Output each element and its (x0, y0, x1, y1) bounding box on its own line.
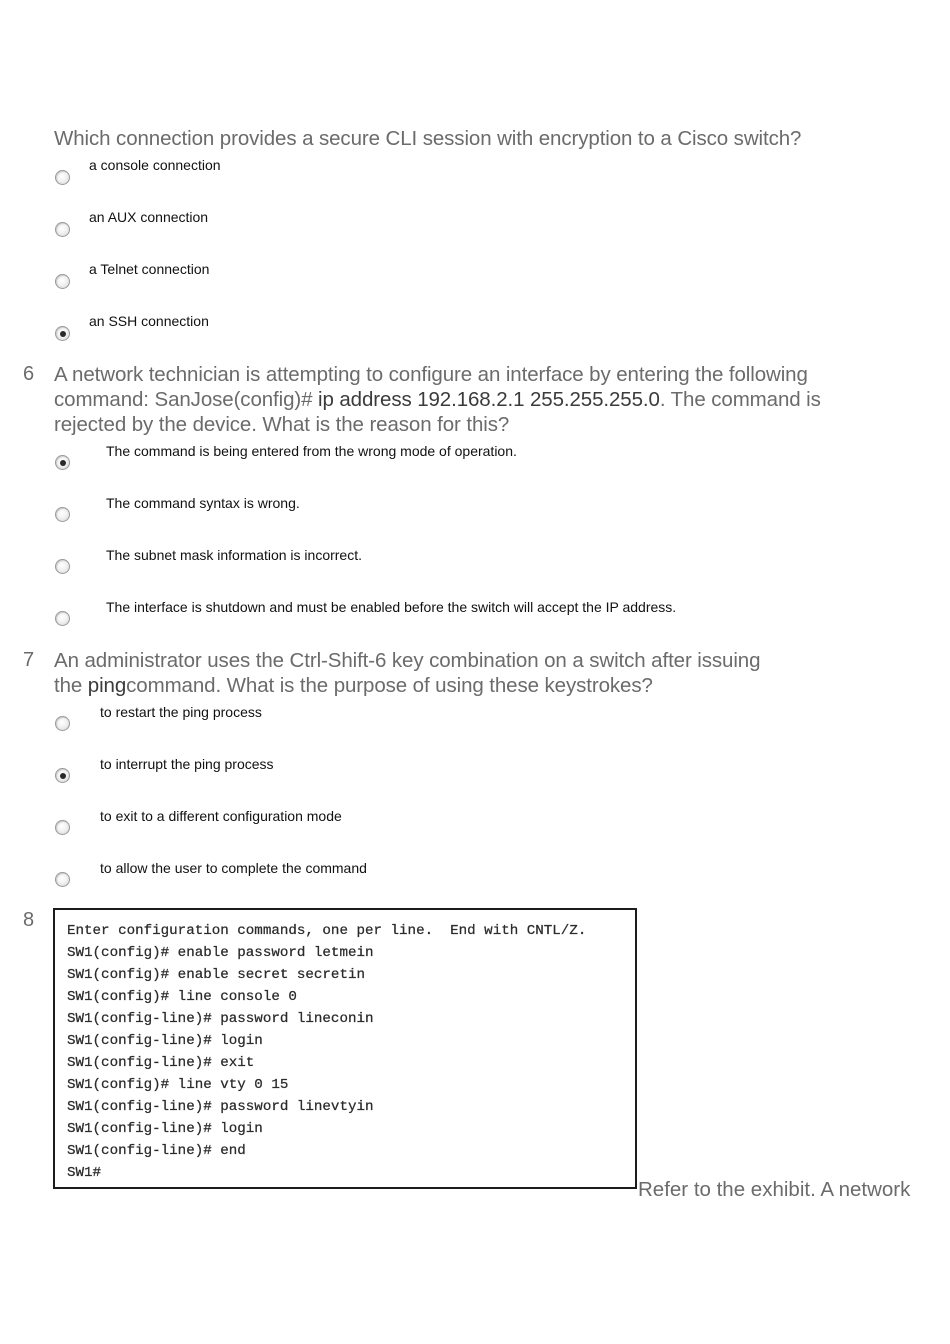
exhibit-line: SW1(config)# enable password letmein (67, 945, 374, 961)
q7-option-1-label: to restart the ping process (100, 704, 262, 720)
q5-option-2-radio[interactable] (55, 222, 70, 237)
exhibit-terminal (53, 908, 637, 1189)
q7-option-1-radio[interactable] (55, 716, 70, 731)
question-5-text: Which connection provides a secure CLI session with encryption to a Cisco switch? (54, 127, 802, 150)
q5-option-3-label: a Telnet connection (89, 261, 210, 277)
question-6-line-1: A network technician is attempting to configure an interface by entering the following (54, 363, 808, 386)
q5-option-4-label: an SSH connection (89, 313, 209, 329)
q5-option-1-label: a console connection (89, 157, 221, 173)
question-6-line-2-post: . The command is (659, 388, 821, 411)
q6-option-3-radio[interactable] (55, 559, 70, 574)
q5-option-1-radio[interactable] (55, 170, 70, 185)
q7-option-4-radio[interactable] (55, 872, 70, 887)
question-6-text (54, 362, 821, 437)
q6-option-4-label: The interface is shutdown and must be enabled before the switch will accept the IP address. (106, 599, 677, 615)
question-6-number: 6 (23, 363, 35, 385)
q6-option-3-label: The subnet mask information is incorrect. (106, 547, 362, 563)
question-6-line-3: rejected by the device. What is the reason for this? (54, 413, 510, 436)
q6-option-4-radio[interactable] (55, 611, 70, 626)
question-6-command: ip address 192.168.2.1 255.255.255.0 (318, 388, 660, 411)
question-7-line-2-pre: the (54, 674, 88, 697)
question-8-number: 8 (23, 909, 35, 931)
q7-option-2-label: to interrupt the ping process (100, 756, 274, 772)
q7-option-3-radio[interactable] (55, 820, 70, 835)
exhibit-line: SW1(config)# enable secret secretin (67, 967, 365, 983)
question-7-text (54, 648, 760, 698)
q5-option-2-label: an AUX connection (89, 209, 209, 225)
exhibit-line: Enter configuration commands, one per line. End with CNTL/Z. (67, 923, 587, 939)
question-7-line-2-post: command. What is the purpose of using these keystrokes? (126, 674, 653, 697)
q6-option-2-radio[interactable] (55, 507, 70, 522)
question-7-command: ping (87, 674, 127, 697)
exhibit-line: SW1(config-line)# login (67, 1121, 263, 1137)
exhibit-line: SW1# (67, 1165, 102, 1181)
q6-option-1-label: The command is being entered from the wrong mode of operation. (106, 443, 517, 459)
question-6-line-2 (54, 387, 821, 412)
exhibit-line: SW1(config-line)# end (67, 1143, 246, 1159)
exhibit-line: SW1(config-line)# exit (67, 1055, 255, 1071)
question-7-line-1: An administrator uses the Ctrl-Shift-6 key combination on a switch after issuing (54, 649, 761, 672)
exhibit-line: SW1(config-line)# login (67, 1033, 263, 1049)
q7-option-4-label: to allow the user to complete the command (100, 860, 367, 876)
question-7-line-2 (54, 673, 760, 698)
q7-option-2-radio[interactable] (55, 768, 70, 783)
exhibit-line: SW1(config)# line console 0 (67, 989, 297, 1005)
q5-option-3-radio[interactable] (55, 274, 70, 289)
question-6-line-2-pre: command: SanJose(config)# (54, 388, 319, 411)
exhibit-line: SW1(config)# line vty 0 15 (67, 1077, 289, 1093)
question-7-number: 7 (23, 649, 35, 671)
q6-option-2-label: The command syntax is wrong. (106, 495, 300, 511)
q6-option-1-radio[interactable] (55, 455, 70, 470)
exhibit-line: SW1(config-line)# password lineconin (67, 1011, 374, 1027)
exhibit-line: SW1(config-line)# password linevtyin (67, 1099, 374, 1115)
q5-option-4-radio[interactable] (55, 326, 70, 341)
q7-option-3-label: to exit to a different configuration mode (100, 808, 342, 824)
question-8-text: Refer to the exhibit. A network (638, 1178, 911, 1201)
